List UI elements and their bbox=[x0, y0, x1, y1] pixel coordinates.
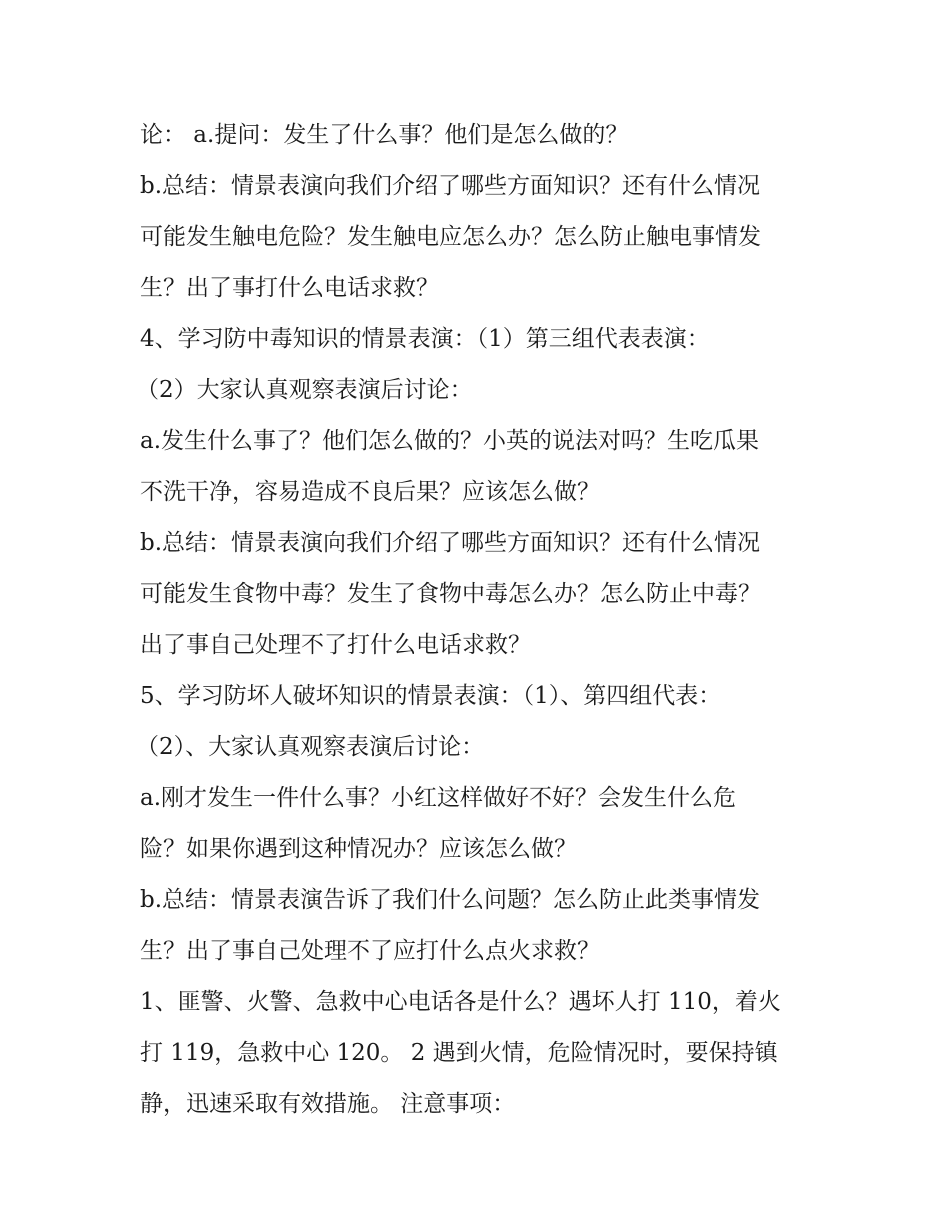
text-line: 静，迅速采取有效措施。 注意事项： bbox=[140, 1091, 516, 1117]
text-line: 打 119，急救中心 120。 2 遇到火情，危险情况时，要保持镇 bbox=[140, 1040, 778, 1066]
text-line: b.总结：情景表演向我们介绍了哪些方面知识？还有什么情况 bbox=[140, 530, 761, 556]
text-line: （2）大家认真观察表演后讨论： bbox=[136, 377, 473, 403]
text-line: 不洗干净，容易造成不良后果？应该怎么做？ bbox=[140, 479, 600, 505]
text-line: 4、学习防中毒知识的情景表演：（1）第三组代表表演： bbox=[140, 326, 710, 352]
text-line: 论： a.提问：发生了什么事？他们是怎么做的？ bbox=[140, 122, 629, 148]
text-line: 生？出了事自己处理不了应打什么点火求救？ bbox=[140, 938, 600, 964]
text-line: （2）、大家认真观察表演后讨论： bbox=[136, 734, 485, 760]
text-line: b.总结：情景表演告诉了我们什么问题？怎么防止此类事情发 bbox=[140, 887, 761, 913]
text-line: 生？出了事打什么电话求救？ bbox=[140, 275, 439, 301]
text-line: a.刚才发生一件什么事？小红这样做好不好？会发生什么危 bbox=[140, 785, 737, 811]
text-line: b.总结：情景表演向我们介绍了哪些方面知识？还有什么情况 bbox=[140, 173, 761, 199]
text-line: 出了事自己处理不了打什么电话求救？ bbox=[140, 632, 531, 658]
text-line: 险？如果你遇到这种情况办？应该怎么做？ bbox=[140, 836, 577, 862]
text-line: 可能发生食物中毒？发生了食物中毒怎么办？怎么防止中毒？ bbox=[140, 581, 761, 607]
text-line: 5、学习防坏人破坏知识的情景表演：（1）、第四组代表： bbox=[140, 683, 722, 709]
text-line: 1、匪警、火警、急救中心电话各是什么？遇坏人打 110，着火 bbox=[140, 989, 781, 1015]
document-body bbox=[136, 110, 830, 1130]
text-line: 可能发生触电危险？发生触电应怎么办？怎么防止触电事情发 bbox=[140, 224, 761, 250]
text-line: a.发生什么事了？他们怎么做的？小英的说法对吗？生吃瓜果 bbox=[140, 428, 760, 454]
